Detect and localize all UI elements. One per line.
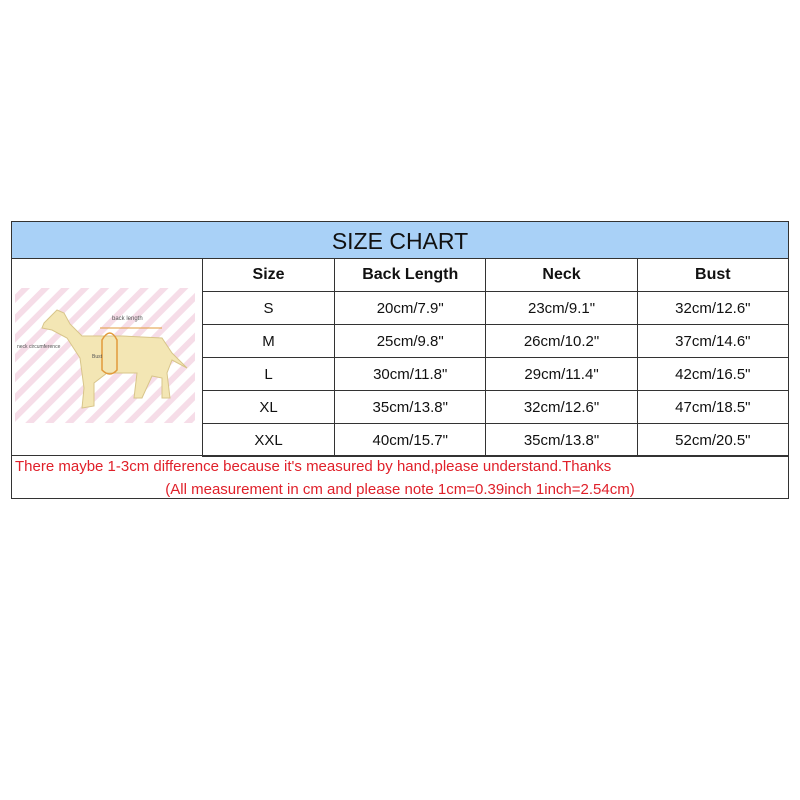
table-row (203, 358, 789, 391)
measurement-note: There maybe 1-3cm difference because it's measured by hand,please understand.Thanks (15, 458, 612, 475)
neck-cell: 26cm/10.2" (486, 325, 637, 358)
size-cell: S (203, 292, 335, 325)
size-cell: XXL (203, 424, 335, 457)
neck-label: neck circumference (17, 344, 61, 350)
header-bust: Bust (637, 259, 788, 292)
bust-cell: 52cm/20.5" (637, 424, 788, 457)
conversion-note: (All measurement in cm and please note 1cm=0.39inch 1inch=2.54cm) (165, 481, 635, 498)
header-neck: Neck (486, 259, 637, 292)
back-length-cell: 35cm/13.8" (335, 391, 486, 424)
bust-cell: 47cm/18.5" (637, 391, 788, 424)
neck-cell: 35cm/13.8" (486, 424, 637, 457)
back-length-cell: 20cm/7.9" (335, 292, 486, 325)
header-row (203, 259, 789, 292)
notes (12, 455, 788, 500)
back-length-cell: 25cm/9.8" (335, 325, 486, 358)
size-table (202, 258, 788, 457)
table-row (203, 424, 789, 457)
bust-cell: 32cm/12.6" (637, 292, 788, 325)
dog-measurement-image (12, 258, 203, 455)
bust-cell: 37cm/14.6" (637, 325, 788, 358)
neck-cell: 32cm/12.6" (486, 391, 637, 424)
back-length-cell: 40cm/15.7" (335, 424, 486, 457)
back-length-cell: 30cm/11.8" (335, 358, 486, 391)
chart-title: SIZE CHART (12, 222, 788, 259)
size-cell: L (203, 358, 335, 391)
size-cell: XL (203, 391, 335, 424)
header-back-length: Back Length (335, 259, 486, 292)
neck-cell: 29cm/11.4" (486, 358, 637, 391)
back-length-label: back length (112, 316, 143, 322)
table-row (203, 292, 789, 325)
bust-label: Bust (92, 354, 103, 360)
table-row (203, 391, 789, 424)
header-size: Size (203, 259, 335, 292)
size-chart (11, 221, 789, 499)
bust-cell: 42cm/16.5" (637, 358, 788, 391)
neck-cell: 23cm/9.1" (486, 292, 637, 325)
table-row (203, 325, 789, 358)
size-cell: M (203, 325, 335, 358)
